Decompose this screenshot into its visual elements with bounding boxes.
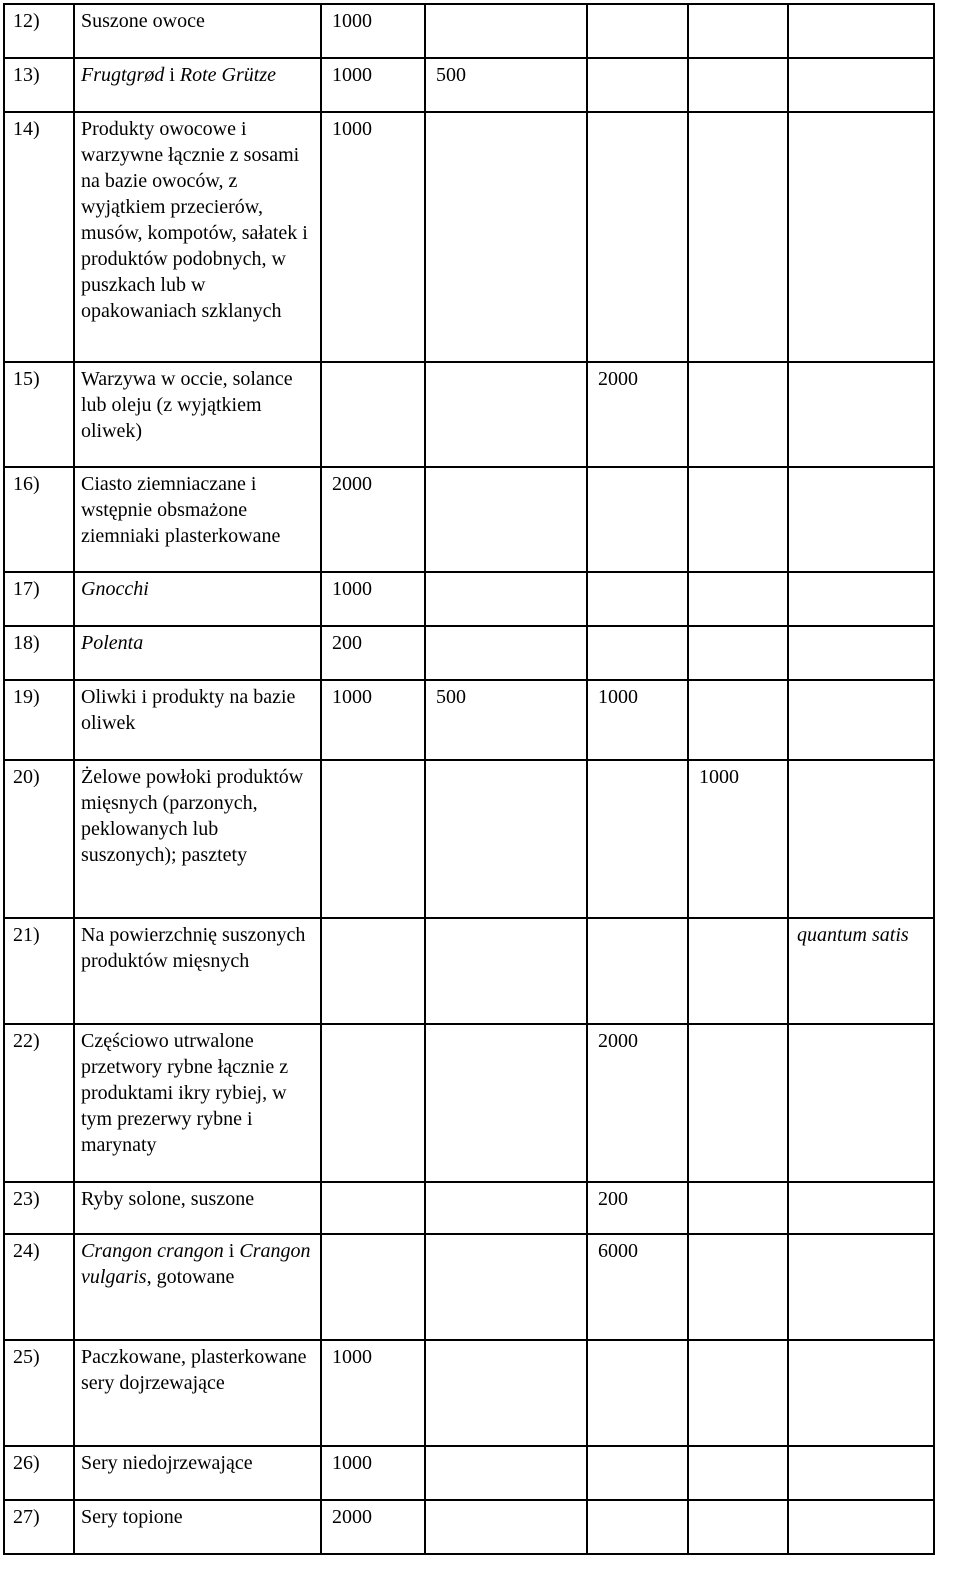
limit-value: 2000: [321, 1500, 425, 1554]
limit-value: quantum satis: [788, 918, 934, 1024]
food-category-name: [74, 1024, 321, 1182]
limit-value: 1000: [321, 1340, 425, 1446]
empty-cell: [321, 918, 425, 1024]
name-segment: i: [164, 64, 180, 86]
empty-cell: [425, 1340, 587, 1446]
empty-cell: [321, 1234, 425, 1340]
row-number: 25): [4, 1340, 74, 1446]
row-number: 18): [4, 626, 74, 680]
empty-cell: [425, 572, 587, 626]
table-row: [4, 58, 934, 112]
name-segment: Paczkowane, plasterkowane sery dojrzewające: [81, 1346, 307, 1394]
empty-cell: [425, 1446, 587, 1500]
empty-cell: [788, 626, 934, 680]
food-category-name: [74, 680, 321, 760]
row-number: 24): [4, 1234, 74, 1340]
limit-value: 1000: [587, 680, 688, 760]
row-number: 13): [4, 58, 74, 112]
empty-cell: [788, 572, 934, 626]
limit-value: 1000: [321, 112, 425, 362]
food-category-name: [74, 1500, 321, 1554]
empty-cell: [425, 467, 587, 572]
empty-cell: [688, 4, 788, 58]
food-category-name: [74, 760, 321, 918]
name-segment: Gnocchi: [81, 578, 149, 600]
empty-cell: [425, 362, 587, 467]
row-number: 12): [4, 4, 74, 58]
food-category-name: [74, 1340, 321, 1446]
row-number: 20): [4, 760, 74, 918]
table-row: [4, 760, 934, 918]
row-number: 21): [4, 918, 74, 1024]
empty-cell: [425, 760, 587, 918]
limit-value: 1000: [321, 1446, 425, 1500]
table-row: [4, 1500, 934, 1554]
table-row: [4, 4, 934, 58]
limit-value: 2000: [587, 362, 688, 467]
food-category-name: [74, 626, 321, 680]
empty-cell: [321, 1024, 425, 1182]
name-segment: Frugtgrød: [81, 64, 165, 86]
food-category-name: [74, 1182, 321, 1234]
limit-value: 200: [587, 1182, 688, 1234]
row-number: 27): [4, 1500, 74, 1554]
limit-value: 6000: [587, 1234, 688, 1340]
limit-value: 500: [425, 680, 587, 760]
food-category-name: [74, 362, 321, 467]
limit-value: 2000: [321, 467, 425, 572]
limit-value: 1000: [321, 58, 425, 112]
table-row: [4, 626, 934, 680]
row-number: 19): [4, 680, 74, 760]
empty-cell: [587, 918, 688, 1024]
row-number: 22): [4, 1024, 74, 1182]
name-segment: Ryby solone, suszone: [81, 1188, 255, 1210]
limit-value: 200: [321, 626, 425, 680]
food-category-name: [74, 572, 321, 626]
empty-cell: [587, 112, 688, 362]
name-segment: Na powierzchnię suszonych produktów mięsnych: [81, 924, 306, 972]
empty-cell: [688, 1182, 788, 1234]
table-row: [4, 112, 934, 362]
table-row: [4, 918, 934, 1024]
empty-cell: [321, 362, 425, 467]
name-segment: i: [223, 1240, 240, 1262]
name-segment: Sery topione: [81, 1506, 183, 1528]
empty-cell: [788, 467, 934, 572]
empty-cell: [321, 1182, 425, 1234]
name-segment: Sery niedojrzewające: [81, 1452, 253, 1474]
name-segment: , gotowane: [146, 1266, 235, 1288]
empty-cell: [788, 1234, 934, 1340]
limit-value: 1000: [688, 760, 788, 918]
empty-cell: [788, 1024, 934, 1182]
empty-cell: [425, 1500, 587, 1554]
table-row: [4, 572, 934, 626]
table-row: [4, 467, 934, 572]
empty-cell: [788, 112, 934, 362]
empty-cell: [688, 1446, 788, 1500]
name-segment: Rote Grütze: [179, 64, 276, 86]
empty-cell: [788, 1446, 934, 1500]
empty-cell: [788, 760, 934, 918]
empty-cell: [788, 680, 934, 760]
empty-cell: [425, 112, 587, 362]
table-row: [4, 1024, 934, 1182]
name-segment: Częściowo utrwalone przetwory rybne łącznie z produktami ikry rybiej, w tym prezerwy rybne i marynaty: [81, 1030, 289, 1156]
table-row: [4, 362, 934, 467]
empty-cell: [587, 467, 688, 572]
empty-cell: [688, 572, 788, 626]
empty-cell: [688, 1234, 788, 1340]
empty-cell: [788, 58, 934, 112]
empty-cell: [425, 1182, 587, 1234]
empty-cell: [788, 362, 934, 467]
limit-value: 1000: [321, 680, 425, 760]
row-number: 26): [4, 1446, 74, 1500]
limit-value: 2000: [587, 1024, 688, 1182]
empty-cell: [587, 626, 688, 680]
limit-value: 1000: [321, 572, 425, 626]
empty-cell: [688, 626, 788, 680]
empty-cell: [688, 680, 788, 760]
empty-cell: [788, 1500, 934, 1554]
table-row: [4, 1340, 934, 1446]
empty-cell: [587, 760, 688, 918]
empty-cell: [425, 626, 587, 680]
name-segment: Polenta: [81, 632, 144, 654]
table-row: [4, 1182, 934, 1234]
additives-limits-table: [3, 3, 935, 1555]
table-row: [4, 1234, 934, 1340]
food-category-name: [74, 112, 321, 362]
empty-cell: [688, 918, 788, 1024]
empty-cell: [688, 362, 788, 467]
row-number: 16): [4, 467, 74, 572]
food-category-name: [74, 918, 321, 1024]
empty-cell: [688, 58, 788, 112]
empty-cell: [788, 1182, 934, 1234]
row-number: 15): [4, 362, 74, 467]
empty-cell: [587, 1340, 688, 1446]
name-segment: Oliwki i produkty na bazie oliwek: [81, 686, 296, 734]
empty-cell: [425, 4, 587, 58]
empty-cell: [321, 760, 425, 918]
name-segment: Ciasto ziemniaczane i wstępnie obsmażone ziemniaki plasterkowane: [81, 473, 281, 547]
empty-cell: [688, 1340, 788, 1446]
table-row: [4, 680, 934, 760]
food-category-name: [74, 1446, 321, 1500]
name-segment: Crangon crangon: [81, 1240, 224, 1262]
name-segment: Warzywa w occie, solance lub oleju (z wyjątkiem oliwek): [81, 368, 293, 442]
food-category-name: [74, 467, 321, 572]
empty-cell: [425, 1234, 587, 1340]
name-segment: Produkty owocowe i warzywne łącznie z sosami na bazie owoców, z wyjątkiem przecierów, musów, kompotów, sałatek i produktów podobnych, w puszkach lub w opakowaniach szklanych: [81, 118, 308, 322]
name-segment: Żelowe powłoki produktów mięsnych (parzonych, peklowanych lub suszonych); pasztety: [81, 766, 304, 866]
empty-cell: [587, 572, 688, 626]
empty-cell: [587, 4, 688, 58]
table-row: [4, 1446, 934, 1500]
empty-cell: [587, 58, 688, 112]
food-category-name: [74, 58, 321, 112]
food-category-name: [74, 4, 321, 58]
empty-cell: [587, 1500, 688, 1554]
empty-cell: [425, 918, 587, 1024]
row-number: 17): [4, 572, 74, 626]
limit-value: 1000: [321, 4, 425, 58]
empty-cell: [788, 4, 934, 58]
empty-cell: [788, 1340, 934, 1446]
row-number: 14): [4, 112, 74, 362]
empty-cell: [587, 1446, 688, 1500]
empty-cell: [688, 112, 788, 362]
food-category-name: [74, 1234, 321, 1340]
row-number: 23): [4, 1182, 74, 1234]
empty-cell: [688, 1500, 788, 1554]
empty-cell: [425, 1024, 587, 1182]
name-segment: Suszone owoce: [81, 10, 205, 32]
name-segment: Crangon vulgaris: [81, 1240, 311, 1288]
empty-cell: [688, 1024, 788, 1182]
limit-value: 500: [425, 58, 587, 112]
empty-cell: [688, 467, 788, 572]
